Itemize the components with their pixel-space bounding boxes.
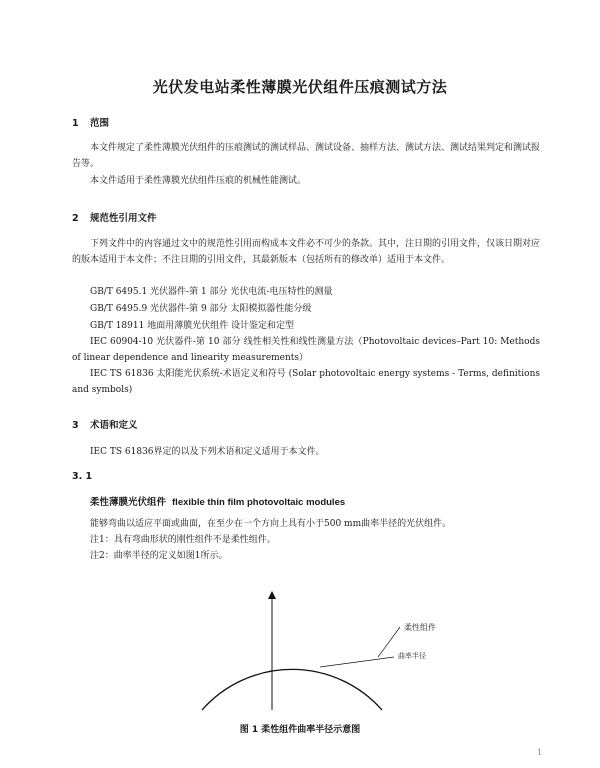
section-1-paragraph-2: 本文件适用于柔性薄膜光伏组件压痕的机械性能测试。 xyxy=(90,176,307,186)
reference-item: IEC 60904-10 光伏器件-第 10 部分 线性相关性和线性测量方法（Photovoltaic devices–Part 10: Methods of linear dependence and linearity measurements） xyxy=(72,337,540,363)
reference-item: IEC TS 61836 太阳能光伏系统-术语定义和符号 (Solar photovoltaic energy systems - Terms, definitions and symbols) xyxy=(72,369,540,395)
module-arc xyxy=(202,669,382,710)
section-2-intro: 下列文件中的内容通过文中的规范性引用而构成本文件必不可少的条款。其中，注日期的引用文件，仅该日期对应的版本适用于本文件；不注日期的引用文件，其最新版本（包括所有的修改单）适用于本文件。 xyxy=(72,239,541,265)
module-leader-line xyxy=(378,627,400,657)
section-2-number: 2 xyxy=(72,213,79,224)
term-line xyxy=(90,494,345,508)
section-3-number: 3 xyxy=(72,420,79,431)
label-flexible-module: 柔性组件 xyxy=(404,623,436,632)
radius-leader-line xyxy=(320,657,394,667)
section-2-title: 规范性引用文件 xyxy=(90,213,157,224)
reference-item: GB/T 6495.9 光伏器件-第 9 部分 太阳模拟器性能分级 xyxy=(90,304,312,314)
figure-caption: 图 1 柔性组件曲率半径示意图 xyxy=(239,725,361,735)
reference-item: GB/T 18911 地面用薄膜光伏组件 设计鉴定和定型 xyxy=(90,321,295,331)
term-chinese: 柔性薄膜光伏组件 xyxy=(90,497,167,508)
reference-item: GB/T 6495.1 光伏器件-第 1 部分 光伏电流-电压特性的测量 xyxy=(90,287,333,297)
note-2: 注2：曲率半径的定义如图1所示。 xyxy=(90,551,228,561)
document-title: 光伏发电站柔性薄膜光伏组件压痕测试方法 xyxy=(152,78,448,96)
term-definition: 能够弯曲以适应平面或曲面，在至少在一个方向上具有小于500 mm曲率半径的光伏组件。 xyxy=(90,519,452,529)
page-number: 1 xyxy=(536,748,542,757)
section-1-title: 范围 xyxy=(90,118,110,129)
section-3-title: 术语和定义 xyxy=(90,420,138,431)
section-1-number: 1 xyxy=(72,118,79,129)
section-2-heading xyxy=(72,210,157,224)
section-3-intro: IEC TS 61836界定的以及下列术语和定义适用于本文件。 xyxy=(90,447,325,457)
subsection-3-1-number: 3. 1 xyxy=(72,471,93,482)
label-curvature-radius: 曲率半径 xyxy=(398,652,426,660)
curvature-radius-figure xyxy=(180,585,480,713)
note-1: 注1：具有弯曲形状的刚性组件不是柔性组件。 xyxy=(90,535,276,545)
section-1-heading xyxy=(72,115,109,129)
term-english: flexible thin film photovoltaic modules xyxy=(172,497,346,508)
section-1-paragraph-1: 本文件规定了柔性薄膜光伏组件的压痕测试的测试样品、测试设备、抽样方法、测试方法、测试结果判定和测试报告等。 xyxy=(72,143,541,169)
section-3-heading xyxy=(72,417,138,431)
